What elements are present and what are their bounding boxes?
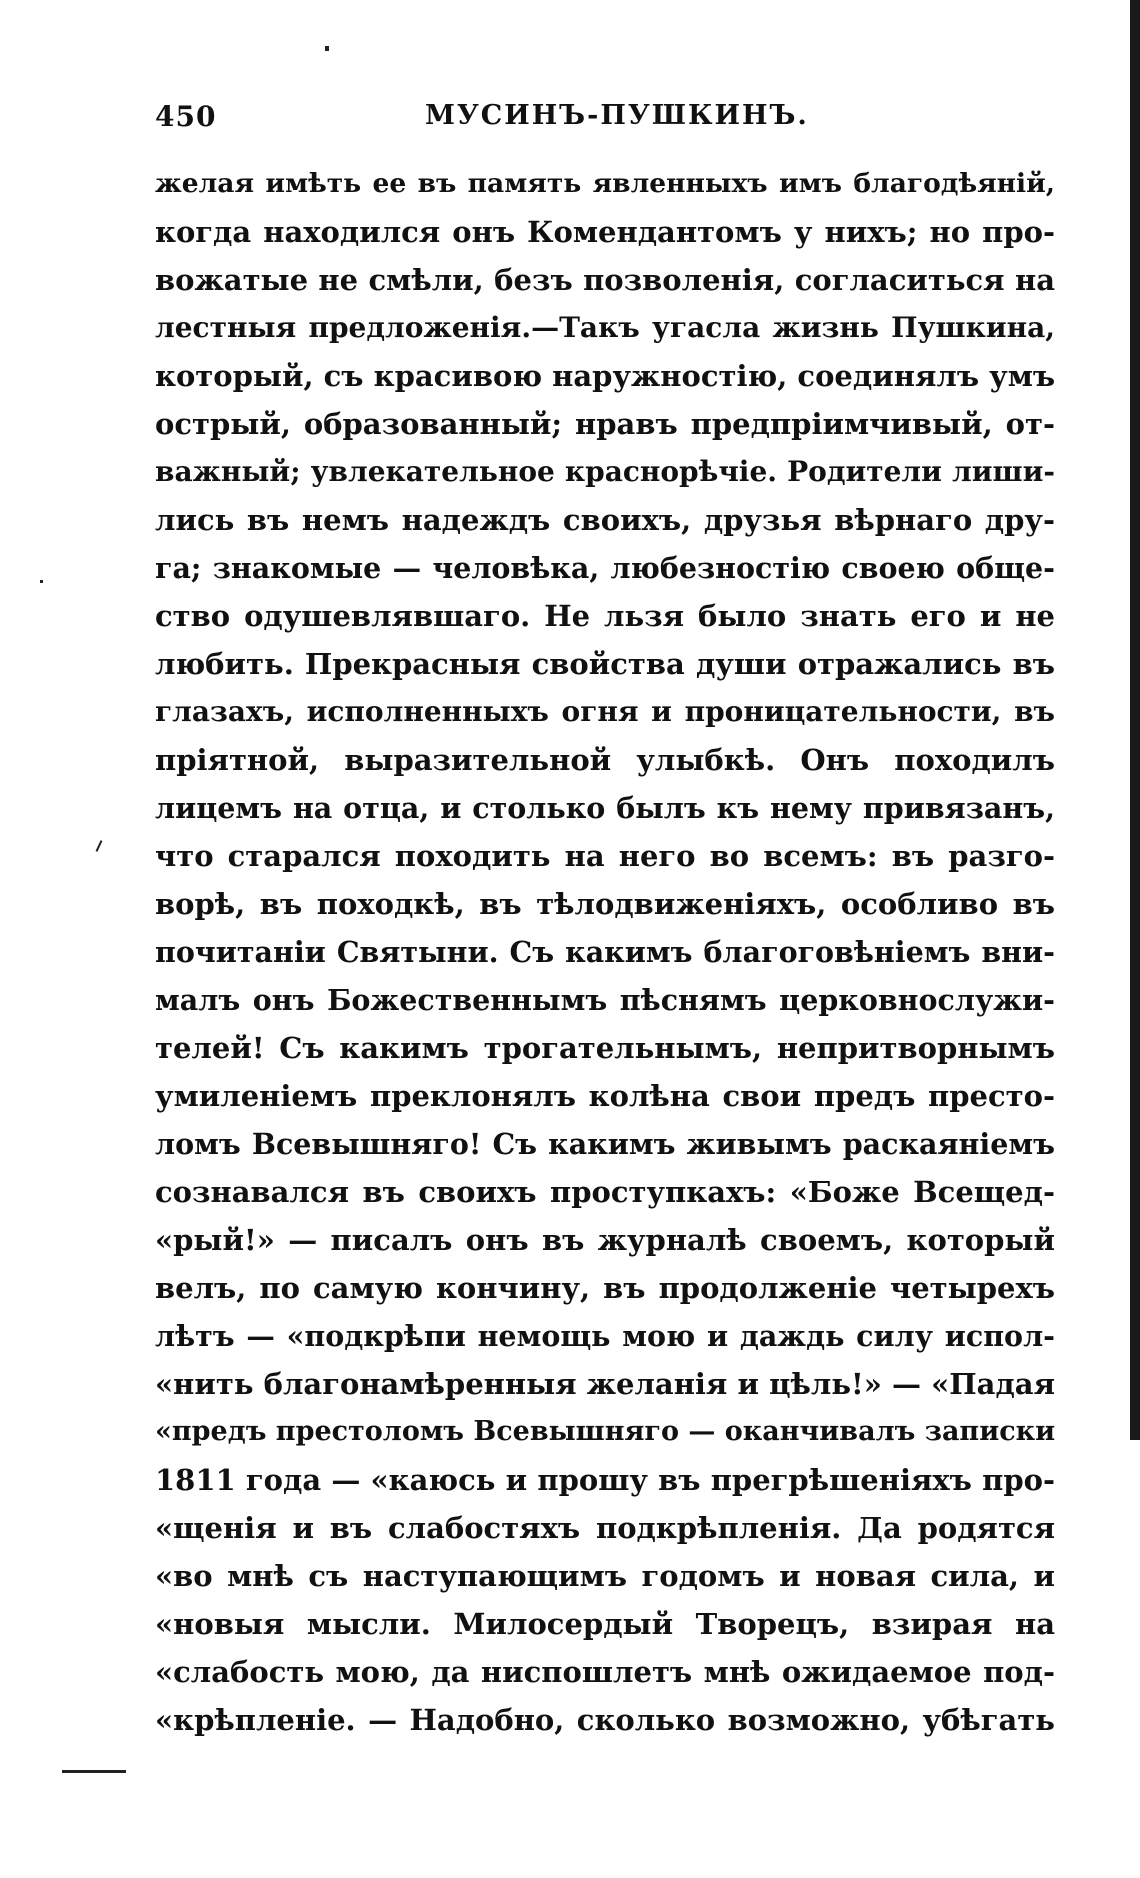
text-line: «крѣпленіе. — Надобно, сколько возможно, убѣгать: [155, 1703, 1055, 1737]
page-header: [155, 100, 1055, 150]
ink-speck: [96, 840, 103, 852]
text-line: любить. Прекрасныя свойства души отражались въ: [155, 647, 1055, 681]
text-line: малъ онъ Божественнымъ пѣснямъ церковнослужи-: [155, 983, 1055, 1017]
text-line: «предъ престоломъ Всевышняго — оканчивалъ записки: [155, 1416, 1055, 1447]
text-line: «щенія и въ слабостяхъ подкрѣпленія. Да родятся: [155, 1511, 1055, 1545]
text-line: острый, образованный; нравъ предпріимчивый, от-: [155, 407, 1055, 441]
ink-speck: [325, 46, 329, 51]
text-line: телей! Съ какимъ трогательнымъ, непритворнымъ: [155, 1031, 1055, 1065]
text-line: глазахъ, исполненныхъ огня и проницательности, въ: [155, 695, 1055, 728]
text-line: лѣтъ — «подкрѣпи немощь мою и даждь силу испол-: [155, 1319, 1055, 1353]
text-line: лицемъ на отца, и столько былъ къ нему привязанъ,: [155, 791, 1055, 825]
ink-speck: [40, 580, 43, 583]
running-head: МУСИНЪ-ПУШКИНЪ.: [425, 100, 809, 131]
text-line: га; знакомые — человѣка, любезностію своею обще-: [155, 551, 1055, 585]
text-line: лись въ немъ надеждъ своихъ, друзья вѣрнаго дру-: [155, 503, 1055, 537]
text-line: почитаніи Святыни. Съ какимъ благоговѣніемъ вни-: [155, 935, 1055, 969]
page-edge-shadow: [1130, 0, 1140, 1440]
text-line: «рый!» — писалъ онъ въ журналѣ своемъ, который: [155, 1223, 1055, 1257]
text-line: пріятной, выразительной улыбкѣ. Онъ походилъ: [155, 743, 1055, 777]
text-line: ломъ Всевышняго! Съ какимъ живымъ раскаяніемъ: [155, 1127, 1055, 1161]
body-text: [155, 160, 1055, 1744]
text-line: важный; увлекательное краснорѣчіе. Родители лиши-: [155, 455, 1055, 488]
text-line: ство одушевлявшаго. Не льзя было знать его и не: [155, 599, 1055, 633]
text-line: «слабость мою, да ниспошлетъ мнѣ ожидаемое под-: [155, 1655, 1055, 1689]
text-line: «новыя мысли. Милосердый Творецъ, взирая на: [155, 1607, 1055, 1641]
text-line: лестныя предложенія.—Такъ угасла жизнь Пушкина,: [155, 311, 1055, 344]
text-line: ворѣ, въ походкѣ, въ тѣлодвиженіяхъ, особливо въ: [155, 887, 1055, 921]
page-number: 450: [155, 100, 217, 133]
text-line: «во мнѣ съ наступающимъ годомъ и новая сила, и: [155, 1559, 1055, 1593]
text-line: что старался походить на него во всемъ: въ разго-: [155, 839, 1055, 873]
text-line: умиленіемъ преклонялъ колѣна свои предъ престо-: [155, 1079, 1055, 1113]
text-line: 1811 года — «каюсь и прошу въ прегрѣшеніяхъ про-: [155, 1463, 1055, 1497]
text-line: велъ, по самую кончину, въ продолженіе четырехъ: [155, 1271, 1055, 1305]
text-line: который, съ красивою наружностію, соединялъ умъ: [155, 359, 1055, 393]
text-line: когда находился онъ Комендантомъ у нихъ; но про-: [155, 215, 1055, 249]
text-line: «нить благонамѣренныя желанія и цѣль!» — «Падая: [155, 1367, 1055, 1401]
scan-artifact-dash: [62, 1770, 126, 1773]
text-line: сознавался въ своихъ проступкахъ: «Боже Всещед-: [155, 1175, 1055, 1209]
text-line: желая имѣть ее въ память явленныхъ имъ благодѣяній,: [155, 168, 1055, 199]
text-line: вожатые не смѣли, безъ позволенія, согласиться на: [155, 263, 1055, 297]
